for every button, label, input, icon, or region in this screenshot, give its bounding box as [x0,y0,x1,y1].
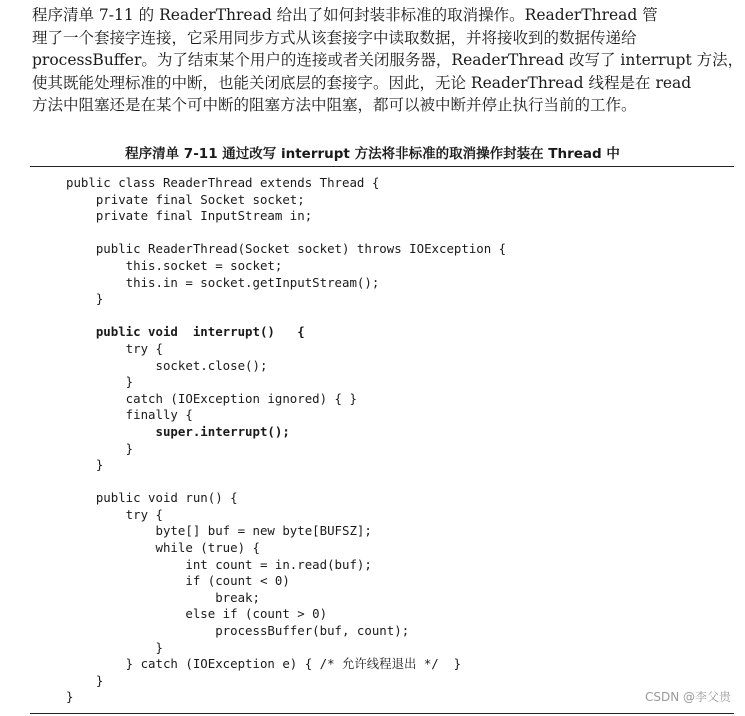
listing-caption: 程序清单 7-11 通过改写 interrupt 方法将非标准的取消操作封装在 Thread 中 [125,146,620,162]
listing-top-rule [30,166,734,167]
code-line: } [66,639,163,655]
code-line: private final Socket socket; [66,191,305,207]
code-line: int count = in.read(buf); [66,556,372,572]
code-line: break; [66,589,260,605]
code-line: try { [66,340,163,356]
code-line: private final InputStream in; [66,208,313,224]
code-line-super-interrupt: super.interrupt(); [66,423,290,439]
intro-paragraph [32,4,744,117]
code-line: public ReaderThread(Socket socket) throws IOException { [66,241,507,257]
code-line: } [66,672,104,688]
paragraph-line: 方法中阻塞还是在某个可中断的阻塞方法中阻塞，都可以被中断并停止执行当前的工作。 [32,96,637,114]
listing-bottom-rule [30,713,734,714]
code-line: catch (IOException ignored) { } [66,390,357,406]
code-line: else if (count > 0) [66,606,328,622]
code-line: try { [66,506,163,522]
code-line: byte[] buf = new byte[BUFSZ]; [66,523,372,539]
code-line: } [66,374,134,390]
code-listing [66,175,506,706]
code-line [66,474,506,491]
paragraph-line: processBuffer。为了结束某个用户的连接或者关闭服务器，ReaderThread 改写了 interrupt 方法， [32,51,744,69]
code-line: } [66,457,104,473]
code-line: socket.close(); [66,357,268,373]
code-line: } [66,689,74,705]
csdn-watermark: CSDN @李父贵 [644,690,731,704]
code-line-interrupt-signature: public void interrupt() { [66,324,305,340]
code-line: this.socket = socket; [66,257,283,273]
code-line: if (count < 0) [66,573,290,589]
code-line: this.in = socket.getInputStream(); [66,274,380,290]
code-line [66,225,506,242]
paragraph-line: 程序清单 7-11 的 ReaderThread 给出了如何封装非标准的取消操作。ReaderThread 管 [32,6,658,24]
code-line: public class ReaderThread extends Thread { [66,175,380,190]
code-line [66,308,506,325]
paragraph-line: 使其既能处理标准的中断，也能关闭底层的套接字。因此，无论 ReaderThread 线程是在 read [32,73,692,92]
code-line: finally { [66,407,193,423]
paragraph-line: 理了一个套接字连接，它采用同步方式从该套接字中读取数据，并将接收到的数据传递给 [32,28,637,47]
code-line: while (true) { [66,540,260,556]
code-line: } [66,440,134,456]
code-line: public void run() { [66,490,238,506]
code-line: } [66,291,104,307]
code-line: processBuffer(buf, count); [66,623,410,639]
code-line: } catch (IOException e) { /* 允许线程退出 */ } [66,656,462,672]
